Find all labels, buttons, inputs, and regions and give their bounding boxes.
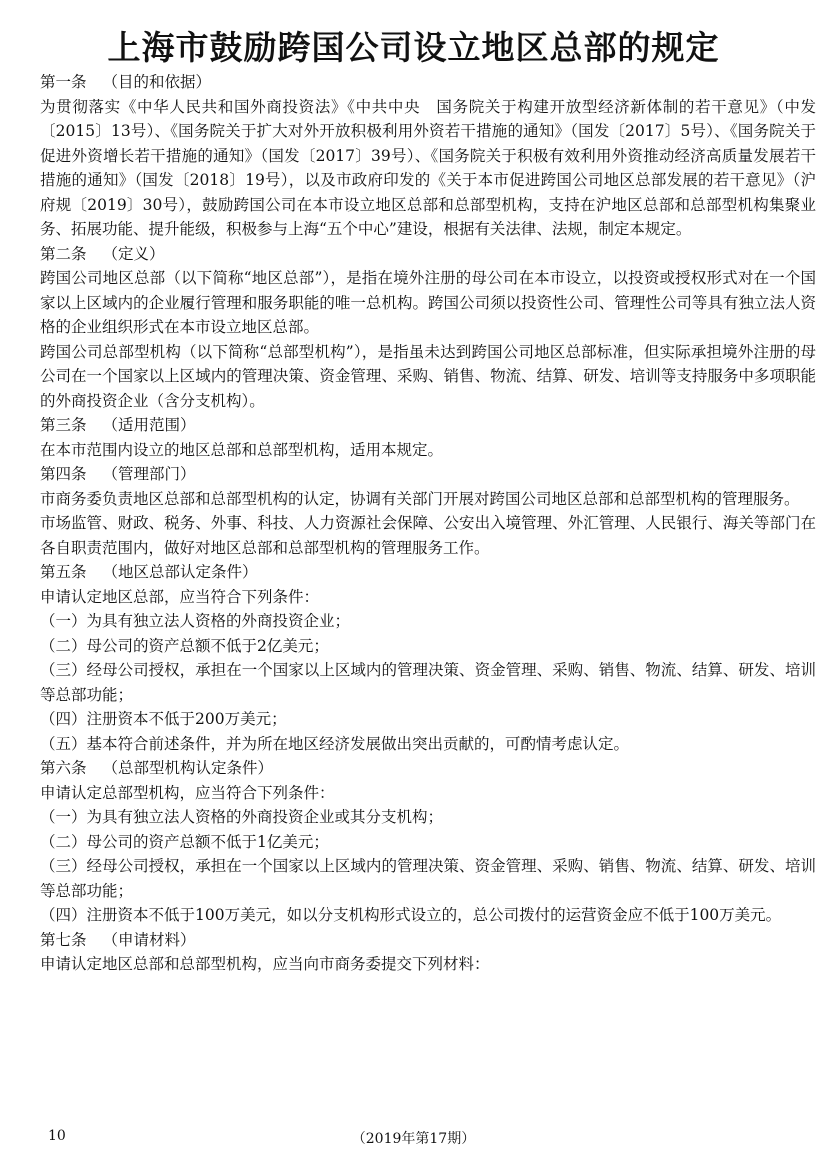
article-paragraph: 市商务委负责地区总部和总部型机构的认定，协调有关部门开展对跨国公司地区总部和总部型机构的管理服务。 bbox=[40, 489, 800, 508]
article-heading bbox=[40, 413, 816, 438]
article-number: 第五条 bbox=[40, 563, 87, 581]
article-number: 第六条 bbox=[40, 759, 87, 777]
article-paragraph: 市场监管、财政、税务、外事、科技、人力资源社会保障、公安出入境管理、外汇管理、人民银行、海关等部门在各自职责范围内，做好对地区总部和总部型机构的管理服务工作。 bbox=[40, 514, 816, 557]
article-heading bbox=[40, 70, 816, 95]
article-heading bbox=[40, 756, 816, 781]
page-number: 10 bbox=[48, 1128, 66, 1144]
article-heading bbox=[40, 928, 816, 953]
article-paragraph: 在本市范围内设立的地区总部和总部型机构，适用本规定。 bbox=[40, 440, 444, 459]
article-5 bbox=[40, 560, 816, 756]
regulation-body bbox=[40, 70, 816, 977]
article-title: （总部型机构认定条件） bbox=[102, 759, 274, 777]
issue-label: （2019年第17期） bbox=[351, 1131, 476, 1147]
article-paragraph: （一）为具有独立法人资格的外商投资企业； bbox=[40, 612, 351, 630]
article-paragraph: （三）经母公司授权，承担在一个国家以上区域内的管理决策、资金管理、采购、销售、物流、结算、研发、培训等总部功能； bbox=[40, 661, 816, 704]
article-title: （适用范围） bbox=[102, 416, 196, 434]
article-7 bbox=[40, 928, 816, 977]
article-number: 第一条 bbox=[40, 73, 87, 91]
article-paragraph: （一）为具有独立法人资格的外商投资企业或其分支机构； bbox=[40, 808, 444, 826]
article-1 bbox=[40, 70, 816, 242]
article-paragraph: （五）基本符合前述条件，并为所在地区经济发展做出突出贡献的，可酌情考虑认定。 bbox=[40, 734, 630, 753]
article-paragraph: 为贯彻落实《中华人民共和国外商投资法》《中共中央 国务院关于构建开放型经济新体制的若干意见》（中发〔2015〕13号）、《国务院关于扩大对外开放积极利用外资若干措施的通知》（国发〔2017〕5号）、《国务院关于促进外资增长若干措施的通知》（国发〔2017〕39号）、《国务院关于积极有效利用外资推动经济高质量发展若干措施的通知》（国发〔2018〕19号），以及市政府印发的《关于本市促进跨国公司地区总部发展的若干意见》（沪府规〔2019〕30号），鼓励跨国公司在本市设立地区总部和总部型机构，支持在沪地区总部和总部型机构集聚业务、拓展功能、提升能级，积极参与上海“五个中心”建设，根据有关法律、法规，制定本规定。 bbox=[40, 97, 816, 238]
article-heading bbox=[40, 560, 816, 585]
article-title: （管理部门） bbox=[102, 465, 196, 483]
article-title: （定义） bbox=[102, 244, 165, 263]
page-title: 上海市鼓励跨国公司设立地区总部的规定 bbox=[107, 28, 720, 68]
article-paragraph: （四）注册资本不低于200万美元； bbox=[40, 710, 287, 728]
article-number: 第四条 bbox=[40, 465, 87, 483]
article-3 bbox=[40, 413, 816, 462]
article-paragraph: 申请认定地区总部，应当符合下列条件： bbox=[40, 587, 320, 606]
article-paragraph: （二）母公司的资产总额不低于1亿美元； bbox=[40, 832, 329, 851]
article-paragraph: 申请认定地区总部和总部型机构，应当向市商务委提交下列材料： bbox=[40, 955, 490, 973]
article-title: （目的和依据） bbox=[102, 73, 212, 91]
article-paragraph: 跨国公司总部型机构（以下简称“总部型机构”），是指虽未达到跨国公司地区总部标准，但实际承担境外注册的母公司在一个国家以上区域内的管理决策、资金管理、采购、销售、物流、结算、研发、培训等支持服务中多项职能的外商投资企业（含分支机构）。 bbox=[40, 342, 816, 410]
article-title: （地区总部认定条件） bbox=[102, 563, 258, 581]
article-4 bbox=[40, 462, 816, 560]
article-title: （申请材料） bbox=[102, 930, 196, 949]
article-number: 第七条 bbox=[40, 930, 87, 949]
article-paragraph: （四）注册资本不低于100万美元，如以分支机构形式设立的，总公司拨付的运营资金应不低于100万美元。 bbox=[40, 906, 782, 924]
article-number: 第三条 bbox=[40, 416, 87, 434]
article-heading bbox=[40, 462, 816, 487]
article-paragraph: 申请认定总部型机构，应当符合下列条件： bbox=[40, 783, 335, 802]
article-paragraph: 跨国公司地区总部（以下简称“地区总部”），是指在境外注册的母公司在本市设立，以投资或授权形式对在一个国家以上区域内的企业履行管理和服务职能的唯一总机构。跨国公司须以投资性公司、管理性公司等具有独立法人资格的企业组织形式在本市设立地区总部。 bbox=[40, 269, 816, 336]
article-paragraph: （二）母公司的资产总额不低于2亿美元； bbox=[40, 636, 329, 655]
article-2 bbox=[40, 242, 816, 414]
article-heading bbox=[40, 242, 816, 267]
article-number: 第二条 bbox=[40, 244, 87, 263]
article-paragraph: （三）经母公司授权，承担在一个国家以上区域内的管理决策、资金管理、采购、销售、物流、结算、研发、培训等总部功能； bbox=[40, 857, 816, 900]
article-6 bbox=[40, 756, 816, 928]
